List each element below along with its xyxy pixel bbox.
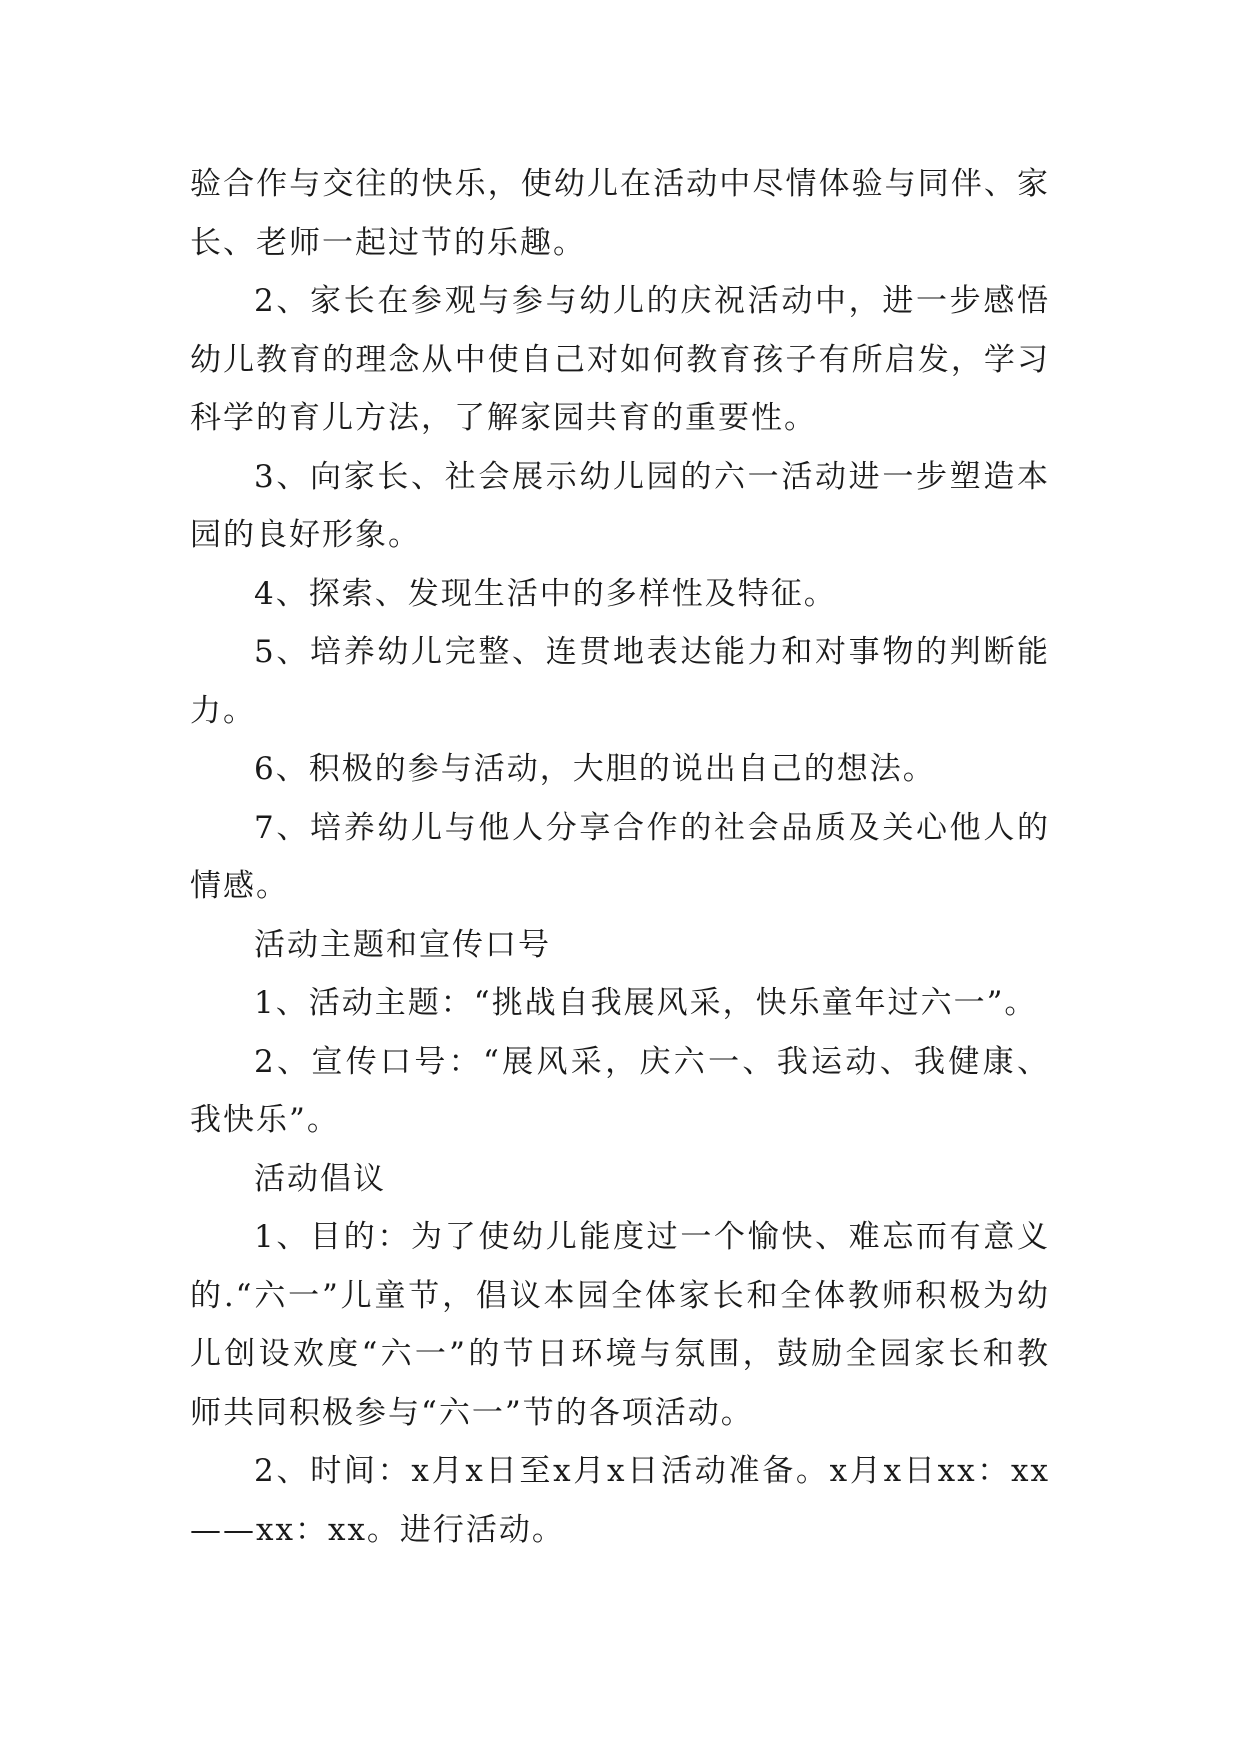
paragraph-goal-7: 7、培养幼儿与他人分享合作的社会品质及关心他人的情感。 [190, 809, 1050, 904]
paragraph-theme: 1、活动主题：“挑战自我展风采，快乐童年过六一”。 [254, 985, 1038, 1021]
paragraph-goal-5: 5、培养幼儿完整、连贯地表达能力和对事物的判断能力。 [190, 634, 1050, 729]
paragraph-slogan: 2、宣传口号：“展风采，庆六一、我运动、我健康、我快乐”。 [190, 1043, 1050, 1138]
document-body [190, 155, 1050, 1559]
paragraph-initiative-time: 2、时间：x月x日至x月x日活动准备。x月x日xx：xx——xx：xx。进行活动。 [190, 1453, 1050, 1548]
paragraph-goal-2: 2、家长在参观与参与幼儿的庆祝活动中，进一步感悟幼儿教育的理念从中使自己对如何教育孩子有所启发，学习科学的育儿方法，了解家园共育的重要性。 [190, 283, 1050, 436]
paragraph-continued-goal: 验合作与交往的快乐，使幼儿在活动中尽情体验与同伴、家长、老师一起过节的乐趣。 [190, 166, 1050, 261]
paragraph-initiative-purpose: 1、目的：为了使幼儿能度过一个愉快、难忘而有意义的.“六一”儿童节，倡议本园全体家长和全体教师积极为幼儿创设欢度“六一”的节日环境与氛围，鼓励全园家长和教师共同积极参与“六一”节的各项活动。 [190, 1219, 1050, 1431]
paragraph-goal-6: 6、积极的参与活动，大胆的说出自己的想法。 [254, 751, 936, 787]
section-heading-initiative: 活动倡议 [254, 1160, 386, 1197]
paragraph-goal-4: 4、探索、发现生活中的多样性及特征。 [254, 575, 837, 612]
paragraph-goal-3: 3、向家长、社会展示幼儿园的六一活动进一步塑造本园的良好形象。 [190, 458, 1050, 553]
section-heading-theme-slogan: 活动主题和宣传口号 [254, 926, 551, 963]
